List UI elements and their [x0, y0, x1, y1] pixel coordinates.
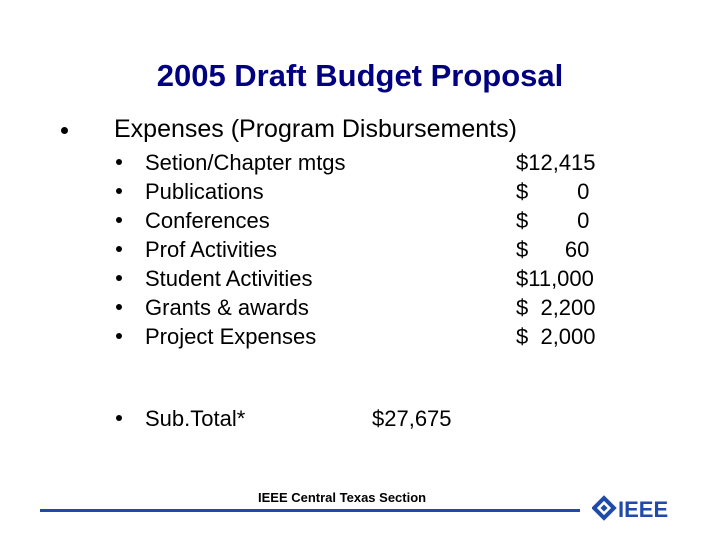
expenses-heading: Expenses (Program Disbursements) [114, 115, 517, 143]
list-item [113, 148, 613, 177]
bullet-icon [116, 188, 122, 194]
bullet-icon [116, 415, 122, 421]
expense-amount: $ 60 [516, 237, 590, 262]
bullet-icon [116, 304, 122, 310]
expense-label: Project Expenses [145, 324, 317, 349]
bullet-icon [116, 275, 122, 281]
expense-label: Student Activities [145, 266, 313, 291]
expense-label: Grants & awards [145, 295, 309, 320]
list-item [113, 177, 613, 206]
bullet-icon [116, 333, 122, 339]
expense-label: Setion/Chapter mtgs [145, 150, 346, 175]
list-item [113, 293, 613, 322]
subtotal-amount: $27,675 [372, 406, 452, 431]
bullet-icon [61, 127, 68, 134]
footer-divider [40, 509, 580, 512]
expense-amount: $ 0 [516, 179, 590, 204]
expense-amount: $ 2,000 [516, 324, 596, 349]
bullet-icon [116, 246, 122, 252]
expense-amount: $ 0 [516, 208, 590, 233]
bullet-icon [116, 159, 122, 165]
list-item [113, 206, 613, 235]
expense-amount: $12,415 [516, 150, 596, 175]
expense-label: Prof Activities [145, 237, 278, 262]
list-item [113, 235, 613, 264]
subtotal-label: Sub.Total* [145, 406, 246, 431]
list-item [113, 264, 613, 293]
expense-label: Publications [145, 179, 264, 204]
logo-text: IEEE [618, 497, 669, 522]
slide-title: 2005 Draft Budget Proposal [156, 58, 564, 93]
expense-label: Conferences [145, 208, 270, 233]
list-item [113, 322, 613, 351]
subtotal-row [113, 404, 613, 433]
bullet-icon [116, 217, 122, 223]
ieee-logo-icon [592, 493, 680, 523]
expense-list [113, 148, 613, 351]
expense-amount: $ 2,200 [516, 295, 596, 320]
footer-section-name: IEEE Central Texas Section [258, 490, 427, 505]
expense-amount: $11,000 [516, 266, 594, 291]
